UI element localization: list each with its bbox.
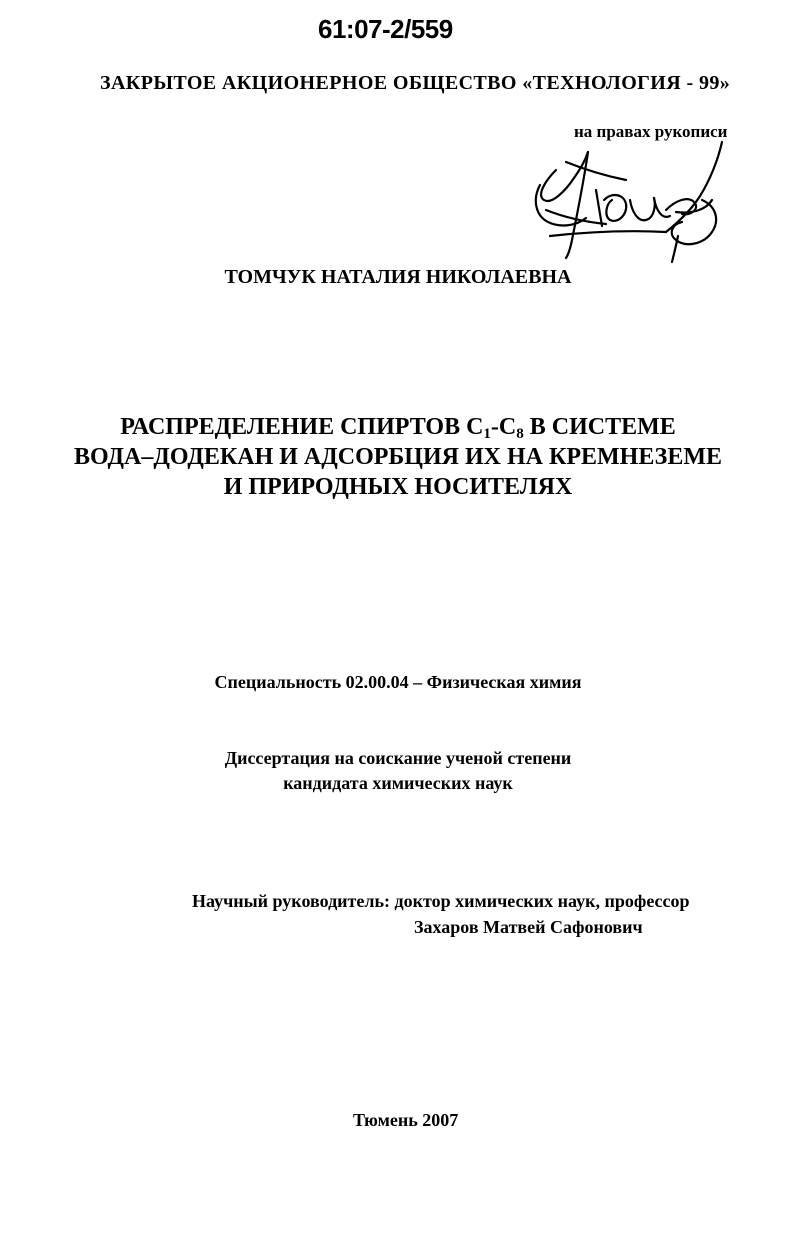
title-line-1-mid: -С [490, 414, 517, 440]
author-name: ТОМЧУК НАТАЛИЯ НИКОЛАЕВНА [224, 266, 572, 288]
title-line-1-prefix: РАСПРЕДЕЛЕНИЕ СПИРТОВ С [120, 414, 484, 440]
dissertation-degree [0, 746, 796, 796]
catalog-number: 61:07-2/559 [318, 14, 453, 44]
title-subscript-1: 1 [483, 426, 491, 442]
specialty: Специальность 02.00.04 – Физическая химия [214, 672, 582, 692]
rights-note: на правах рукописи [574, 122, 728, 141]
degree-line-1: Диссертация на соискание ученой степени [224, 748, 572, 768]
dissertation-title [0, 412, 796, 502]
title-line-1 [0, 412, 796, 442]
title-line-3: И ПРИРОДНЫХ НОСИТЕЛЯХ [223, 474, 573, 500]
city-year: Тюмень 2007 [353, 1110, 459, 1130]
author-signature [526, 140, 736, 265]
degree-line-2: кандидата химических наук [283, 773, 513, 793]
supervisor-name: Захаров Матвей Сафонович [414, 917, 643, 937]
organization-name: ЗАКРЫТОЕ АКЦИОНЕРНОЕ ОБЩЕСТВО «ТЕХНОЛОГИЯ - 99» [100, 72, 731, 94]
title-line-2: ВОДА–ДОДЕКАН И АДСОРБЦИЯ ИХ НА КРЕМНЕЗЕМЕ [74, 444, 722, 470]
supervisor-position: Научный руководитель: доктор химических наук, профессор [192, 891, 690, 911]
title-line-1-suffix: В СИСТЕМЕ [523, 414, 676, 440]
title-subscript-8: 8 [516, 426, 524, 442]
